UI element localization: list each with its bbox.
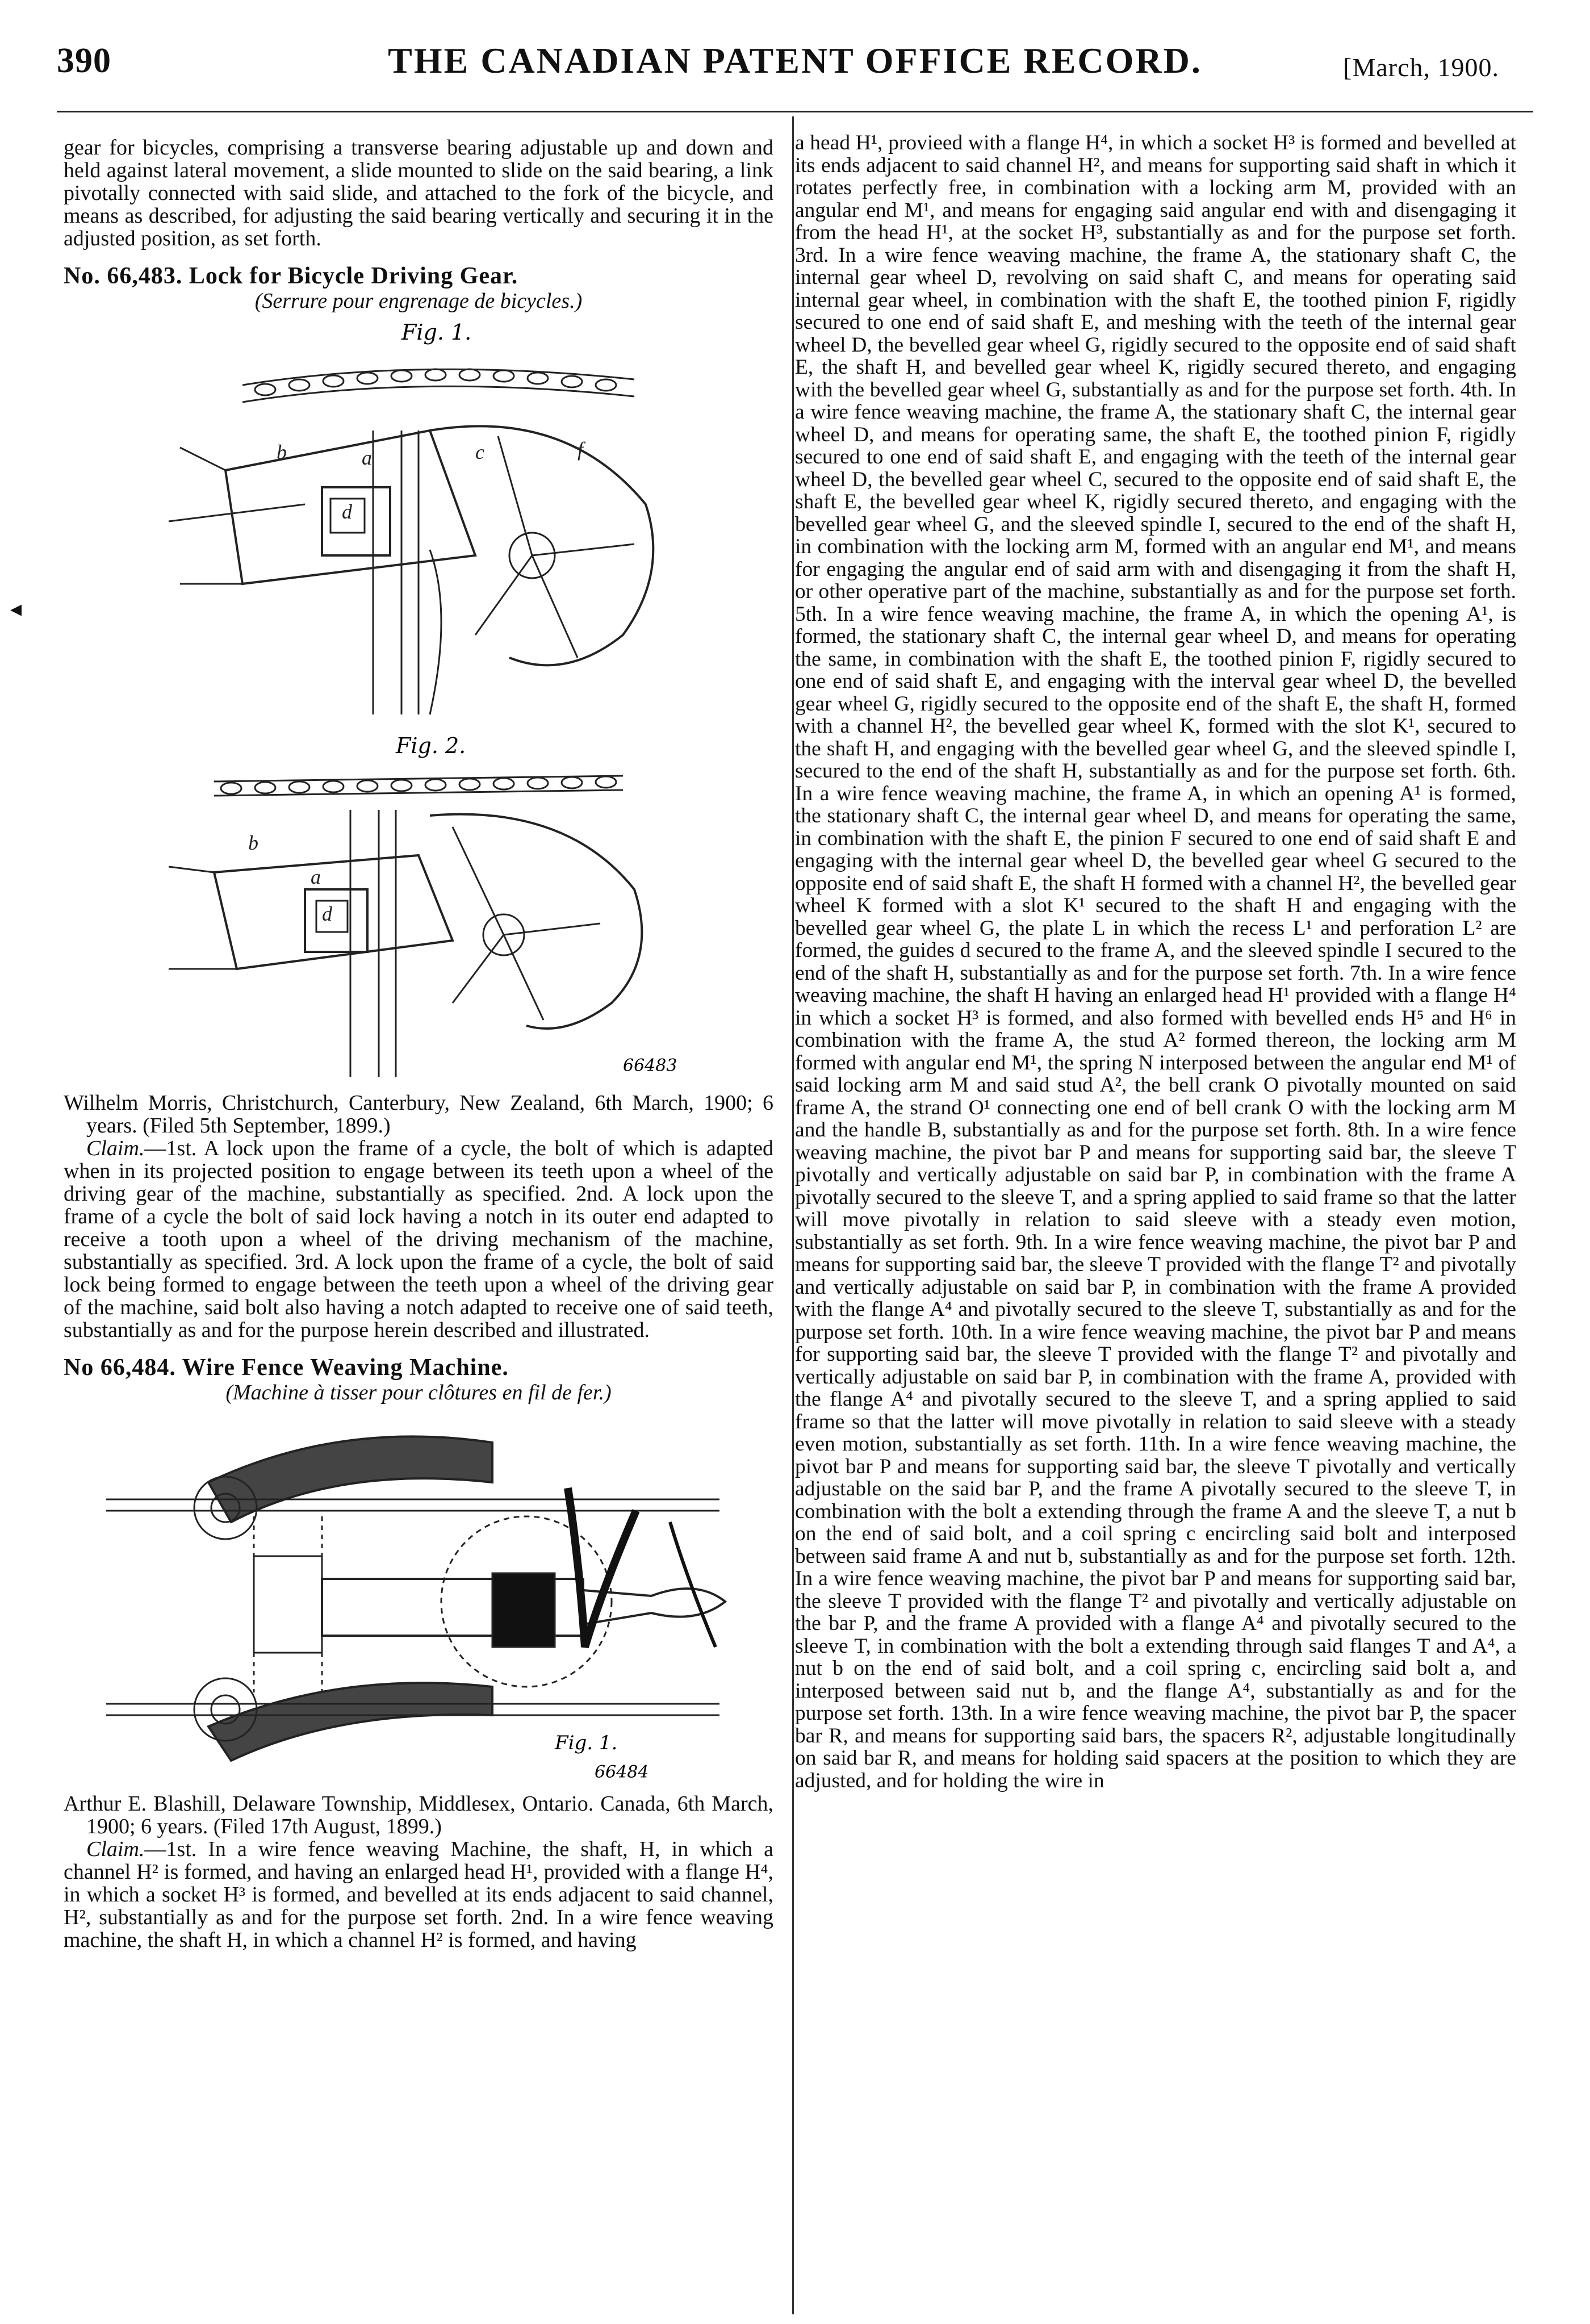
inventor-66483: Wilhelm Morris, Christchurch, Canterbury, New Zealand, 6th March, 1900; 6 years. (Filed 5th September, 1899.) <box>64 1091 773 1138</box>
patent-translation-66483: (Serrure pour engrenage de bicycles.) <box>254 289 583 313</box>
page-number: 390 <box>57 41 111 80</box>
fig-1-label: Fig. 1. <box>401 320 472 345</box>
lock-figure-1 <box>135 317 702 726</box>
header-rule <box>57 111 1533 112</box>
fig1-letter-c: c <box>475 441 484 463</box>
claim-66483 <box>64 1137 773 1341</box>
fig1-letter-b: b <box>277 441 287 463</box>
patent-translation-66484: (Machine à tisser pour clôtures en fil de fer.) <box>225 1381 612 1405</box>
continued-claim-text: gear for bicycles, comprising a transverse bearing adjustable up and down and held against lateral movement, a slide mounted to slide on the said bearing, a link pivotally connected with said slide, and attached to the fork of the bicycle, and means as described, for adjusting the said bearing vertically and securing it in the adjusted position, as set forth. <box>64 136 773 250</box>
claim-label-2: Claim. <box>86 1837 145 1861</box>
fig1-letter-d: d <box>342 500 352 523</box>
fig2-letter-b: b <box>248 831 258 854</box>
fig-number-66483: 66483 <box>623 1056 677 1076</box>
fig-2-label: Fig. 2. <box>396 733 466 758</box>
column-divider <box>792 116 794 2314</box>
claim-66484 <box>64 1838 773 1951</box>
inventor-66484: Arthur E. Blashill, Delaware Township, Middlesex, Ontario. Canada, 6th March, 1900; 6 years. (Filed 17th August, 1899.) <box>64 1792 773 1838</box>
patent-heading-66483: No. 66,483. Lock for Bicycle Driving Gear. <box>64 263 518 289</box>
claim-text-66484: —1st. In a wire fence weaving Machine, the shaft, H, in which a channel H² is formed, and having an enlarged head H¹, provided with a flange H⁴, in which a socket H³ is formed, and bevelled at its ends adjacent to said channel, H², substantially as and for the purpose set forth. 2nd. In a wire fence weaving machine, the shaft H, in which a channel H² is formed, and having <box>64 1837 773 1952</box>
handwritten-check-mark <box>545 1477 738 1670</box>
fig1-letter-f: f <box>578 438 584 461</box>
right-column <box>795 132 1516 1792</box>
claim-label: Claim. <box>86 1136 145 1160</box>
publication-title: THE CANADIAN PATENT OFFICE RECORD. <box>388 40 1202 81</box>
fig-label-66484: Fig. 1. <box>555 1732 618 1754</box>
patent-heading-66484: No 66,484. Wire Fence Weaving Machine. <box>64 1355 509 1381</box>
fig2-letter-a: a <box>311 866 321 888</box>
fig1-letter-a: a <box>362 446 372 469</box>
lock-figure-2 <box>135 730 702 1082</box>
fig-number-66484: 66484 <box>595 1762 649 1782</box>
claim-text-66483: —1st. A lock upon the frame of a cycle, the bolt of which is adapted when in its projected position to engage between its teeth upon a wheel of the driving gear of the machine, substantially as specified. 2nd. A lock upon the frame of a cycle the bolt of said lock having a notch in its outer end adapted to receive a tooth upon a wheel of the driving mechanism of the machine, substantially as specified. 3rd. A lock upon the frame of a cycle, the bolt of said lock being formed to engage between the teeth upon a wheel of the driving gear of the machine, said bolt also having a notch adapted to receive one of said teeth, substantially as and for the purpose herein described and illustrated. <box>64 1136 773 1342</box>
fig2-letter-d: d <box>322 902 332 925</box>
left-column <box>64 136 773 1951</box>
claim-66484-continued: a head H¹, provieed with a flange H⁴, in which a socket H³ is formed and bevelled at its ends adjacent to said channel H², and means for supporting said shaft in which it rotates perfectly free, in combination with a locking arm M, provided with an angular end M¹, and means for engaging said angular end with and disengaging it from the head H¹, at the socket H³, substantially as and for the purpose set forth. 3rd. In a wire fence weaving machine, the frame A, the stationary shaft C, the internal gear wheel D, revolving on said shaft C, and means for operating said internal gear wheel, in combination with the shaft E, the toothed pinion F, rigidly secured to one end of said shaft E, and meshing with the teeth of the internal gear wheel D, the bevelled gear wheel G, rigidly secured to the opposite end of said shaft E, the shaft H, and bevelled gear wheel K, rigidly secured thereto, and engaging with the bevelled gear wheel G, substantially as and for the purpose set forth. 4th. In a wire fence weaving machine, the frame A, the stationary shaft C, the internal gear wheel D, and means for operating same, the shaft E, the toothed pinion F, rigidly secured to one end of said shaft E, and engaging with the teeth of the internal gear wheel D, the bevelled gear wheel C, secured to the opposite end of said shaft E, the shaft E, the bevelled gear wheel K, rigidly secured thereto, and engaging with the bevelled gear wheel G, and the sleeved spindle I, secured to the end of the shaft H, in combination with the locking arm M, formed with an angular end M¹, and means for engaging the angular end of said arm with and disengaging it from the shaft H, or other operative part of the machine, substantially as and for the purpose set forth. 5th. In a wire fence weaving machine, the frame A, in which the opening A¹, is formed, the stationary shaft C, the internal gear wheel D, and means for operating the same, in combination with the shaft E, the toothed pinion F, rigidly secured to one end of said shaft E, and engaging with the interval gear wheel D, the bevelled gear wheel G, rigidly secured to the opposite end of the shaft E, the shaft H, formed with a channel H², the bevelled gear wheel K, formed with the slot K¹, secured to the shaft H, and engaging with the bevelled gear wheel G, and the sleeved spindle I, secured to the end of the shaft H, substantially as and for the purpose set forth. 6th. In a wire fence weaving machine, the frame A, in which an opening A¹ is formed, the stationary shaft C, the internal gear wheel D, and means for operating the same, in combination with the shaft E, the pinion F secured to one end of said shaft E and engaging with the internal gear wheel D, the bevelled gear wheel G secured to the opposite end of said shaft E, the shaft H formed with a channel H², the bevelled gear wheel K formed with a slot K¹ secured to the shaft H and engaging with the bevelled gear wheel G, the plate L in which the recess L¹ and perforation L² are formed, the guides d secured to the frame A, and the sleeved spindle I secured to the end of the shaft H, substantially as and for the purpose set forth. 7th. In a wire fence weaving machine, the shaft H having an enlarged head H¹ provided with a flange H⁴ in which a socket H³ is formed, and also formed with bevelled ends H⁵ and H⁶ in combination with the frame A, the stud A² formed thereon, the locking arm M formed with angular end M¹, the spring N interposed between the angular end M¹ of said locking arm M and said stud A², the bell crank O pivotally mounted on said frame A, the strand O¹ connecting one end of bell crank O with the locking arm M and the handle B, substantially as and for the purpose set forth. 8th. In a wire fence weaving machine, the pivot bar P and means for supporting said bar, the sleeve T pivotally and vertically adjustable on said bar P, in combination with the frame A pivotally secured to the sleeve T, and a spring applied to said frame so that the latter will move pivotally in relation to said sleeve with a steady even motion, substantially as set forth. 9th. In a wire fence weaving machine, the pivot bar P and means for supporting said bar, the sleeve T provided with the flange T² and pivotally and vertically adjustable on said bar P, in combination with the frame A provided with the flange A⁴ and pivotally secured to the sleeve T, substantially as and for the purpose set forth. 10th. In a wire fence weaving machine, the pivot bar P and means for supporting said bar, the sleeve T provided with the flange T² and pivotally and vertically adjustable on said bar P, in combination with the frame A, provided with the flange A⁴ and pivotally secured to the sleeve T, and a spring applied to said frame so that the latter will move pivotally in relation to said sleeve with a steady even motion, substantially as set forth. 11th. In a wire fence weaving machine, the pivot bar P and means for supporting said bar, the sleeve T pivotally and vertically adjustable on the said bar P, and the frame A pivotally secured to the sleeve T, in combination with the bolt a extending through the frame A and the sleeve T, a nut b on the end of said bolt, and a coil spring c encircling said bolt and interposed between said frame A and nut b, substantially as and for the purpose set forth. 12th. In a wire fence weaving machine, the pivot bar P and means for supporting said bar, the sleeve T provided with the flange T² and pivotally and vertically adjustable on the bar P, and the frame A provided with a flange A⁴ and pivotally secured to the sleeve T, in combination with the bolt a extending through said flanges T and A⁴, a nut b on the end of said bolt, and a coil spring c, encircling said bolt a, and interposed between said nut b, and the flange A⁴, substantially as and for the purpose set forth. 13th. In a wire fence weaving machine, the pivot bar P, the spacer bar R, and means for supporting said bars, the spacers R², adjustable longitudinally on said bar R, and means for holding said spacers at the position to which they are adjusted, and for holding the wire in <box>795 131 1516 1792</box>
issue-date: [March, 1900. <box>1343 53 1499 82</box>
margin-mark: ◂ <box>10 596 22 621</box>
